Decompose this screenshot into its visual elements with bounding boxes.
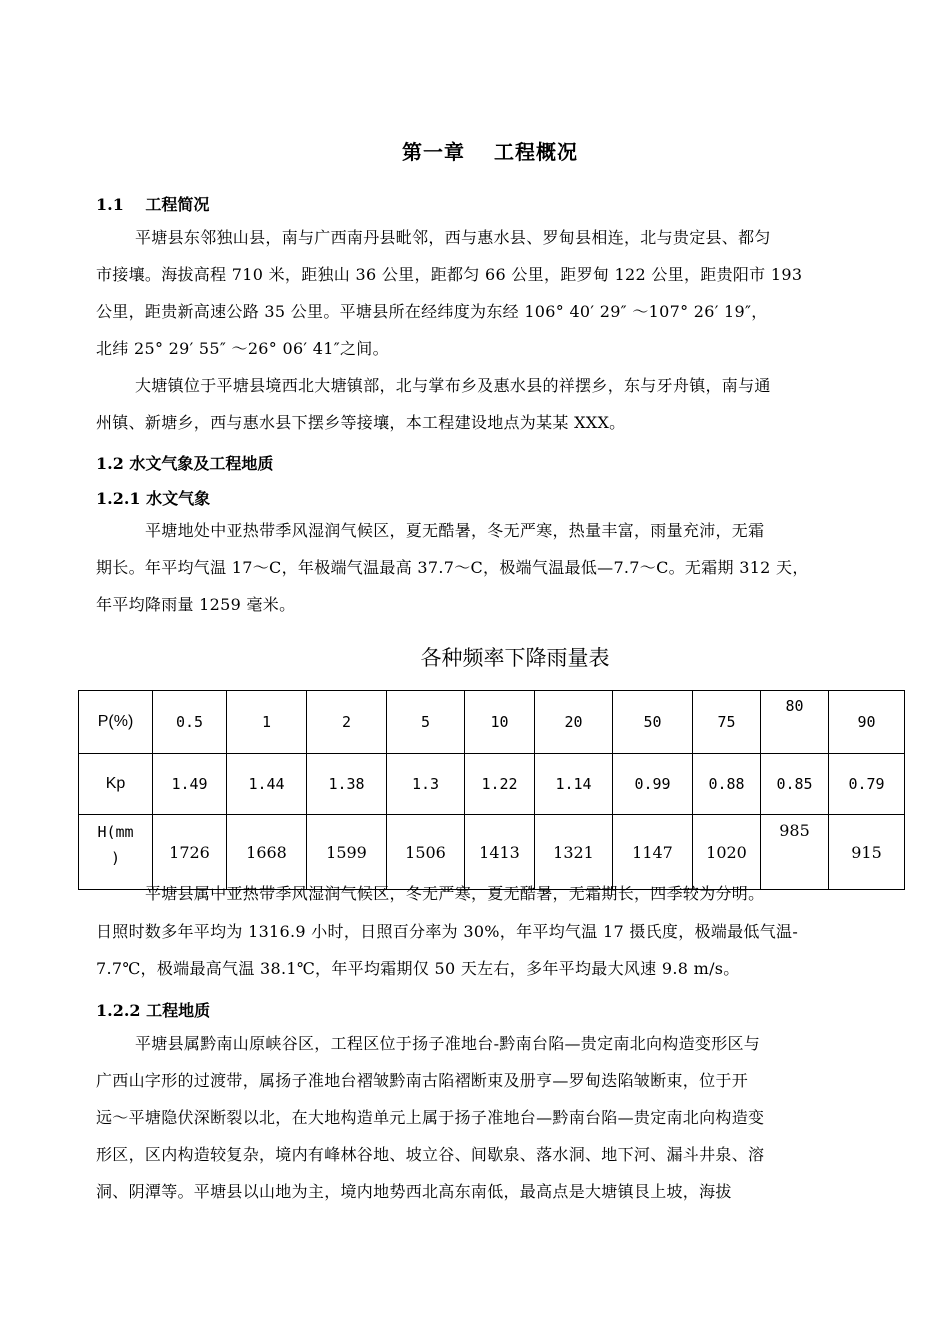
table-cell: 0.5 xyxy=(153,691,227,754)
chapter-title: 第一章 工程概况 xyxy=(402,140,578,164)
table-cell: 50 xyxy=(613,691,693,754)
section-heading-1-2-2: 1.2.2 工程地质 xyxy=(96,1001,211,1020)
row-label-h-line1: H(mm xyxy=(97,823,134,841)
row-label-h xyxy=(79,815,153,890)
table-cell: 1668 xyxy=(227,815,307,890)
table-cell: 1506 xyxy=(387,815,465,890)
table-cell: 90 xyxy=(829,691,905,754)
table-cell: 75 xyxy=(693,691,761,754)
table-cell: 0.99 xyxy=(613,754,693,815)
table-caption: 各种频率下降雨量表 xyxy=(420,646,610,670)
table-row xyxy=(79,691,905,754)
paragraph-line: 洞、阴潭等。平塘县以山地为主，境内地势西北高东南低，最高点是大塘镇艮上坡，海拔 xyxy=(96,1182,732,1201)
paragraph-line: 公里，距贵新高速公路 35 公里。平塘县所在经纬度为东经 106° 40′ 29″ ～107° 26′ 19″， xyxy=(96,302,768,321)
rainfall-frequency-table xyxy=(78,690,905,890)
table-cell: 10 xyxy=(465,691,535,754)
paragraph-line: 平塘县属中亚热带季风湿润气候区，冬无严寒，夏无酷暑，无霜期长，四季较为分明。 xyxy=(145,884,765,903)
row-label-p: P(%) xyxy=(79,691,153,754)
paragraph-line: 平塘县属黔南山原峡谷区，工程区位于扬子准地台-黔南台陷—贵定南北向构造变形区与 xyxy=(135,1034,761,1053)
paragraph-line: 北纬 25° 29′ 55″ ～26° 06′ 41″之间。 xyxy=(96,339,389,358)
table-cell: 1 xyxy=(227,691,307,754)
paragraph-line: 广西山字形的过渡带，属扬子准地台褶皱黔南古陷褶断束及册亨—罗甸迭陷皱断束，位于开 xyxy=(96,1071,749,1090)
paragraph-line: 远～平塘隐伏深断裂以北，在大地构造单元上属于扬子准地台—黔南台陷—贵定南北向构造变 xyxy=(96,1108,765,1127)
table-cell: 1147 xyxy=(613,815,693,890)
table-cell: 2 xyxy=(307,691,387,754)
paragraph-line: 形区，区内构造较复杂，境内有峰林谷地、坡立谷、间歇泉、落水洞、地下河、漏斗井泉、溶 xyxy=(96,1145,765,1164)
table-row xyxy=(79,754,905,815)
table-cell: 1321 xyxy=(535,815,613,890)
paragraph-line: 州镇、新塘乡，西与惠水县下摆乡等接壤，本工程建设地点为某某 XXX。 xyxy=(96,413,626,432)
paragraph-line: 平塘地处中亚热带季风湿润气候区，夏无酷暑，冬无严寒，热量丰富，雨量充沛，无霜 xyxy=(145,521,765,540)
table-cell: 20 xyxy=(535,691,613,754)
row-label-kp: Kp xyxy=(79,754,153,815)
table-cell: 985 xyxy=(761,815,829,890)
paragraph-line: 年平均降雨量 1259 毫米。 xyxy=(96,595,296,614)
table-cell: 1.3 xyxy=(387,754,465,815)
table-cell: 1020 xyxy=(693,815,761,890)
table-cell: 5 xyxy=(387,691,465,754)
table-cell: 1726 xyxy=(153,815,227,890)
table-cell: 0.85 xyxy=(761,754,829,815)
table-row xyxy=(79,815,905,890)
table-cell: 1599 xyxy=(307,815,387,890)
paragraph-line: 平塘县东邻独山县，南与广西南丹县毗邻，西与惠水县、罗甸县相连，北与贵定县、都匀 xyxy=(135,228,771,247)
section-heading-1-1: 1.1 工程简况 xyxy=(96,195,210,214)
table-cell: 915 xyxy=(829,815,905,890)
section-heading-1-2-1: 1.2.1 水文气象 xyxy=(96,489,211,508)
table-cell: 1.38 xyxy=(307,754,387,815)
section-heading-1-2: 1.2 水文气象及工程地质 xyxy=(96,454,274,473)
paragraph-line: 大塘镇位于平塘县境西北大塘镇部，北与掌布乡及惠水县的祥摆乡，东与牙舟镇，南与通 xyxy=(135,376,771,395)
table-cell: 0.79 xyxy=(829,754,905,815)
table-cell: 1.22 xyxy=(465,754,535,815)
table-cell: 1.44 xyxy=(227,754,307,815)
paragraph-line: 期长。年平均气温 17～C，年极端气温最高 37.7～C，极端气温最低—7.7～C。无霜期 312 天， xyxy=(96,558,809,577)
paragraph-line: 7.7℃，极端最高气温 38.1℃，年平均霜期仅 50 天左右，多年平均最大风速 9.8 m/s。 xyxy=(96,959,740,978)
table-cell: 80 xyxy=(761,691,829,754)
table-cell: 0.88 xyxy=(693,754,761,815)
table-cell: 1.49 xyxy=(153,754,227,815)
table-cell: 1.14 xyxy=(535,754,613,815)
paragraph-line: 日照时数多年平均为 1316.9 小时，日照百分率为 30%，年平均气温 17 摄氏度，极端最低气温- xyxy=(96,922,799,941)
paragraph-line: 市接壤。海拔高程 710 米，距独山 36 公里，距都匀 66 公里，距罗甸 122 公里，距贵阳市 193 xyxy=(96,265,803,284)
table-cell: 1413 xyxy=(465,815,535,890)
row-label-h-line2: ) xyxy=(110,849,121,867)
